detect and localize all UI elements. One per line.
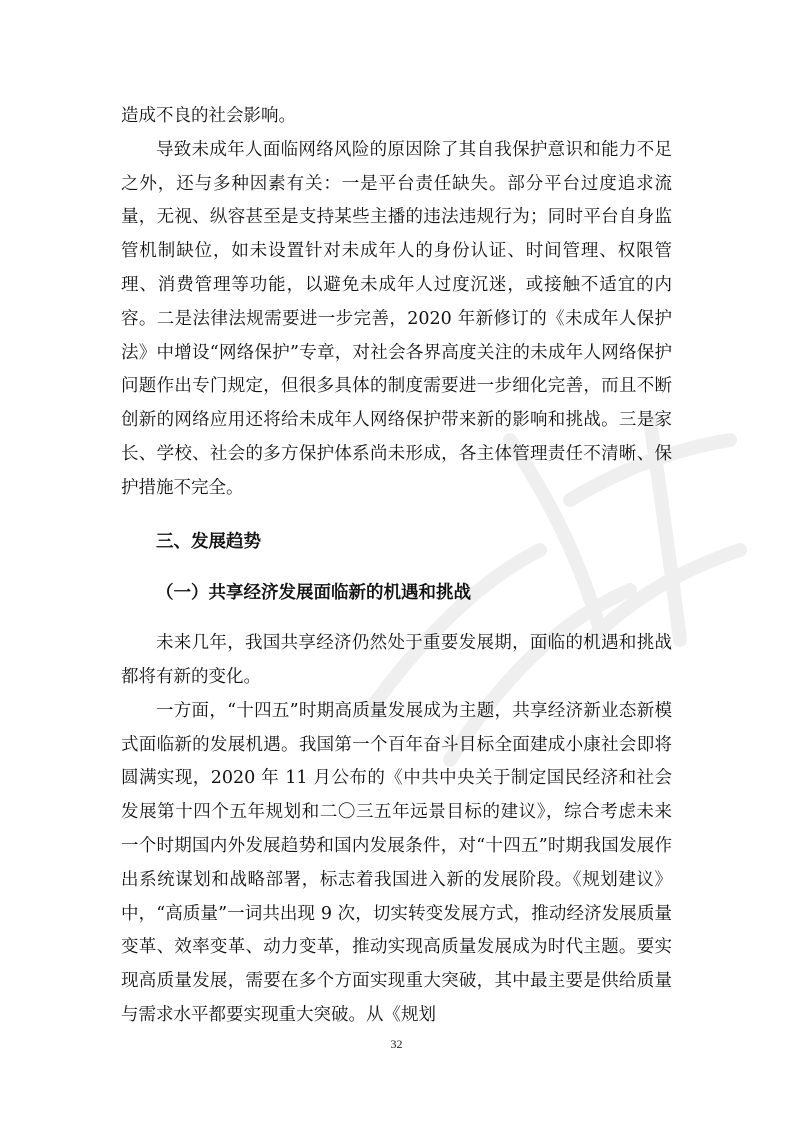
subsection-heading: （一）共享经济发展面临新的机遇和挑战 [156,583,471,604]
paragraph-fourteenth-plan: 一方面，“十四五”时期高质量发展成为主题，共享经济新业态新模式面临新的发展机遇。我国第一个百年奋斗目标全面建成小康社会即将圆满实现，2020 年 11 月公布的《中共中央关于制定国民经济和社会发展第十四个五年规划和二〇三五年远景目标的建议》，综合考虑未来一个时期国内外发展趋势和国内发展条件，对“十四五”时期我国发展作出系统谋划和战略部署，标志着我国进入新的发展阶段。《规划建议》中，“高质量”一词共出现 9 次，切实转变发展方式，推动经济发展质量变革、效率变革、动力变革，推动实现高质量发展成为时代主题。要实现高质量发展，需要在多个方面实现重大突破，其中最主要是供给质量与需求水平都要实现重大突破。从《规划 [121,700,672,1025]
paragraph-risk-causes: 导致未成年人面临网络风险的原因除了其自我保护意识和能力不足之外，还与多种因素有关：一是平台责任缺失。部分平台过度追求流量，无视、纵容甚至是支持某些主播的违法违规行为；同时平台自身监管机制缺位，如未设置针对未成年人的身份认证、时间管理、权限管理、消费管理等功能，以避免未成年人过度沉迷，或接触不适宜的内容。二是法律法规需要进一步完善，2020 年新修订的《未成年人保护法》中增设“网络保护”专章，对社会各界高度关注的未成年人网络保护问题作出专门规定，但很多具体的制度需要进一步细化完善，而且不断创新的网络应用还将给未成年人网络保护带来新的影响和挑战。三是家长、学校、社会的多方保护体系尚未形成，各主体管理责任不清晰、保护措施不完全。 [121,139,672,498]
paragraph-future-years: 未来几年，我国共享经济仍然处于重要发展期，面临的机遇和挑战都将有新的变化。 [121,633,672,687]
paragraph-continuation: 造成不良的社会影响。 [121,106,296,126]
document-body [121,100,672,1033]
section-heading: 三、发展趋势 [156,531,261,552]
page-number: 32 [390,1037,403,1051]
